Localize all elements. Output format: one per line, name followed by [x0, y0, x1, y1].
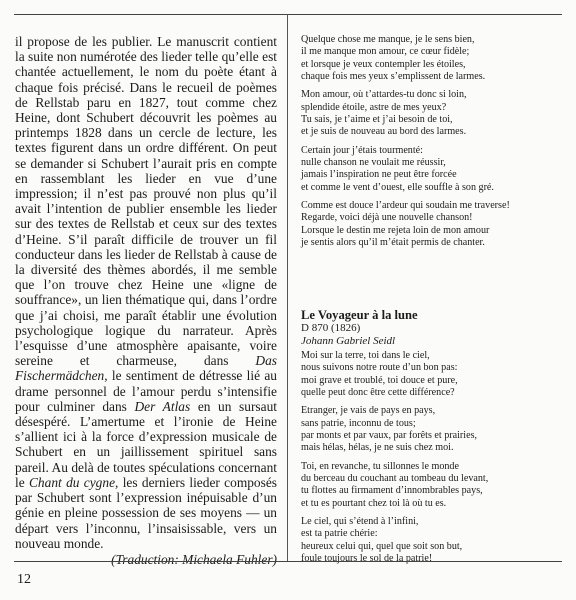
poem-line: et lorsque je veux contempler les étoiles, — [301, 58, 466, 70]
poem-line: je sentis alors qu’il m’était permis de chanter. — [301, 237, 485, 249]
poem-line: Lorsque le destin me rejeta loin de mon amour — [301, 224, 490, 236]
song-line: foule toujours le sol de la patrie! — [301, 553, 433, 565]
song-stanza — [301, 461, 563, 510]
column-divider — [287, 14, 288, 561]
song-line: heureux celui qui, quel que soit son but, — [301, 540, 463, 552]
song-line: moi grave et troublé, toi douce et pure, — [301, 374, 458, 386]
poem-line: Regarde, voici déjà une nouvelle chanson! — [301, 212, 473, 224]
song-title: Le Voyageur à la lune — [301, 308, 418, 322]
poem-stanza — [301, 145, 563, 194]
song-line: mais hélas, hélas, je ne suis chez moi. — [301, 442, 454, 454]
song-stanza — [301, 350, 563, 399]
poem-line: Comme est douce l’ardeur qui soudain me traverse! — [301, 200, 510, 212]
essay-text-2: , le sentiment de détresse lié au drame personnel de l’amour perdu s’intensifie pour culminer dans — [15, 368, 277, 414]
song-section-voyageur — [301, 308, 563, 572]
top-rule — [14, 14, 562, 15]
poem-line: Mon amour, où t’attardes-tu donc si loin, — [301, 89, 467, 101]
song-line: du berceau du couchant au tombeau du levant, — [301, 473, 489, 485]
essay-text-3: en un sursaut désespéré. L’amertume et l’ironie de Heine s’allient ici à la force d’expression musicale de Schubert en un jaillissement spirituel sans pareil. Au delà de toutes spéculations concernant le — [15, 398, 277, 490]
song-line: par monts et par vaux, par forêts et prairies, — [301, 430, 478, 442]
song-line: est ta patrie chérie: — [301, 528, 378, 540]
essay-text-4: , les derniers lieder composés par Schubert sont l’expression inépuisable d’un génie en pleine possession de ses moyens — un départ vers l’inconnu, l’insaisissable, vers un nouveau monde. — [15, 474, 277, 551]
song-line: tu flottes au firmament d’innombrables pays, — [301, 485, 483, 497]
song-line: nous suivons notre route d’un bon pas: — [301, 362, 458, 374]
poem-stanza — [301, 89, 563, 138]
essay-paragraph — [15, 34, 277, 551]
deutsch-catalog-number: D 870 (1826) — [301, 322, 361, 334]
poem-line: nulle chanson ne voulait me réussir, — [301, 157, 446, 169]
song-line: Etranger, je vais de pays en pays, — [301, 405, 436, 417]
poem-line: il me manque mon amour, ce cœur fidèle; — [301, 46, 470, 58]
work-title-atlas: Der Atlas — [134, 398, 191, 414]
poem-line: et comme le vent d’ouest, elle souffle à son gré. — [301, 181, 494, 193]
song-stanza — [301, 405, 563, 454]
poem-line: chaque fois mes yeux s’emplissent de larmes. — [301, 71, 486, 83]
song-line: et tu es pourtant chez toi là où tu es. — [301, 497, 447, 509]
poem-line: Quelque chose me manque, je le sens bien, — [301, 34, 475, 45]
translation-credit: (Traduction: Michaela Fuhler) — [111, 551, 277, 567]
poem-line: Certain jour j’étais tourmenté: — [301, 144, 423, 156]
song-line: quelle peut donc être cette différence? — [301, 387, 455, 399]
poem-line: jamais l’inspiration ne peut être forcée — [301, 169, 457, 181]
song-line: Le ciel, qui s’étend à l’infini, — [301, 516, 419, 528]
work-title-fischermaedchen: Das Fischermädchen — [15, 353, 277, 384]
essay-text-1: il propose de les publier. Le manuscrit contient la suite non numérotée des lieder telle qu’elle est chantée actuellement, le nom du poète étant à chaque fois précisé. Dans le recueil de poèmes de Rellstab paru en 1827, tout comme chez Heine, dont Schubert découvrit les poèmes au printemps 1828 dans un cercle de lecture, les textes figurent dans un ordre différent. On peut se demander si Schubert l’aurait pris en compte en rassemblant les lieder en vue d’une impression; il n’est pas prouvé non plus qu’il avait l’intention de publier ensemble les lieder sur des textes de Rellstab et ceux sur des textes d’Heine. S’il paraît difficile de trouver un fil conducteur dans les lieder de Rellstab à cause de la diversité des thèmes abordés, il me semble que l’on trouve chez Heine une «ligne de souffrance», un lien thématique qui, dans l’ordre que j’ai choisi, me paraît établir une évolution psychologique logique du narrateur. Après l’esquisse d’une atmosphère apaisante, voire sereine et charmeuse, dans — [15, 34, 277, 369]
poem-stanza — [301, 200, 563, 249]
bottom-rule — [14, 561, 562, 562]
poem-line: et je suis de nouveau au bord des larmes. — [301, 126, 467, 138]
song-line: Toi, en revanche, tu sillonnes le monde — [301, 460, 459, 472]
poem-line: splendide étoile, astre de mes yeux? — [301, 101, 447, 113]
left-column — [15, 34, 277, 567]
poem-previous-song — [301, 34, 563, 256]
song-line: Moi sur la terre, toi dans le ciel, — [301, 350, 430, 361]
page-number: 12 — [17, 572, 31, 587]
poem-line: Tu sais, je t’aime et j’ai besoin de toi, — [301, 114, 453, 126]
work-title-chant-du-cygne: Chant du cygne — [29, 474, 116, 490]
song-poet: Johann Gabriel Seidl — [301, 334, 396, 347]
song-line: sans patrie, inconnu de tous; — [301, 417, 416, 429]
poem-stanza — [301, 34, 563, 83]
song-stanza — [301, 516, 563, 565]
